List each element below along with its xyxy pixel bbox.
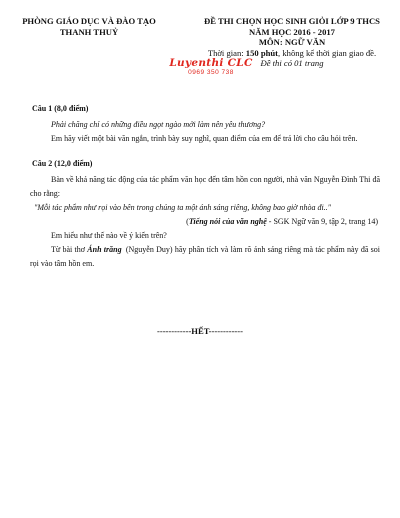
time-suffix: , không kể thời gian giao đề. [278,47,377,58]
page-count: Đề thi có 01 trang [260,58,324,68]
question-1-task: Em hãy viết một bài văn ngắn, trình bày suy nghĩ, quan điểm của em để trả lời cho câu hỏi trên. [51,134,358,143]
district-name: THANH THUỶ [59,27,119,37]
source-rest: - SGK Ngữ văn 9, tập 2, trang 14) [266,217,378,226]
question-1-prompt: Phải chăng chỉ có những điều ngọt ngào mới làm nên yêu thương? [51,120,266,129]
exam-title: ĐỀ THI CHỌN HỌC SINH GIỎI LỚP 9 THCS [204,16,380,26]
question-2-quote: "Mỗi tác phẩm như rọi vào bên trong chúng ta một ánh sáng riêng, không bao giờ nhòa đi.." [34,203,332,212]
department-header [14,16,164,38]
task-post: (Nguyễn Duy) hãy phân tích và làm rõ ánh sáng riêng mà tác phẩm này đã soi rọi vào tâm hồn em. [30,245,380,268]
watermark-phone: 0969 350 738 [188,69,234,76]
source-title: Tiếng nói của văn nghệ [188,217,267,226]
question-2-task [30,243,380,271]
question-2-title: Câu 2 (12,0 điểm) [32,159,93,168]
department-name: PHÒNG GIÁO DỤC VÀ ĐÀO TẠO [22,16,156,26]
task-pre: Từ bài thơ [51,245,88,254]
question-1-title: Câu 1 (8,0 điểm) [32,104,89,113]
time-value: 150 phút [245,47,279,58]
question-2-question: Em hiểu như thế nào về ý kiến trên? [51,231,167,240]
source-open: ( [186,217,189,226]
question-2-intro: Bàn về khả năng tác động của tác phẩm văn học đến tâm hồn con người, nhà văn Nguyễn Đình Thi đã cho rằng: [30,175,380,198]
watermark-logo [166,57,256,76]
exam-body [30,95,380,271]
poem-title: Ánh trăng [87,245,122,254]
time-label: Thời gian: [207,47,246,58]
school-year: NĂM HỌC 2016 - 2017 [249,26,335,37]
watermark-brand: Luyenthi CLC [169,57,253,69]
question-2-source [30,215,380,229]
subject: MÔN: NGỮ VĂN [258,37,326,47]
end-marker: ------------HẾT------------ [156,326,244,336]
